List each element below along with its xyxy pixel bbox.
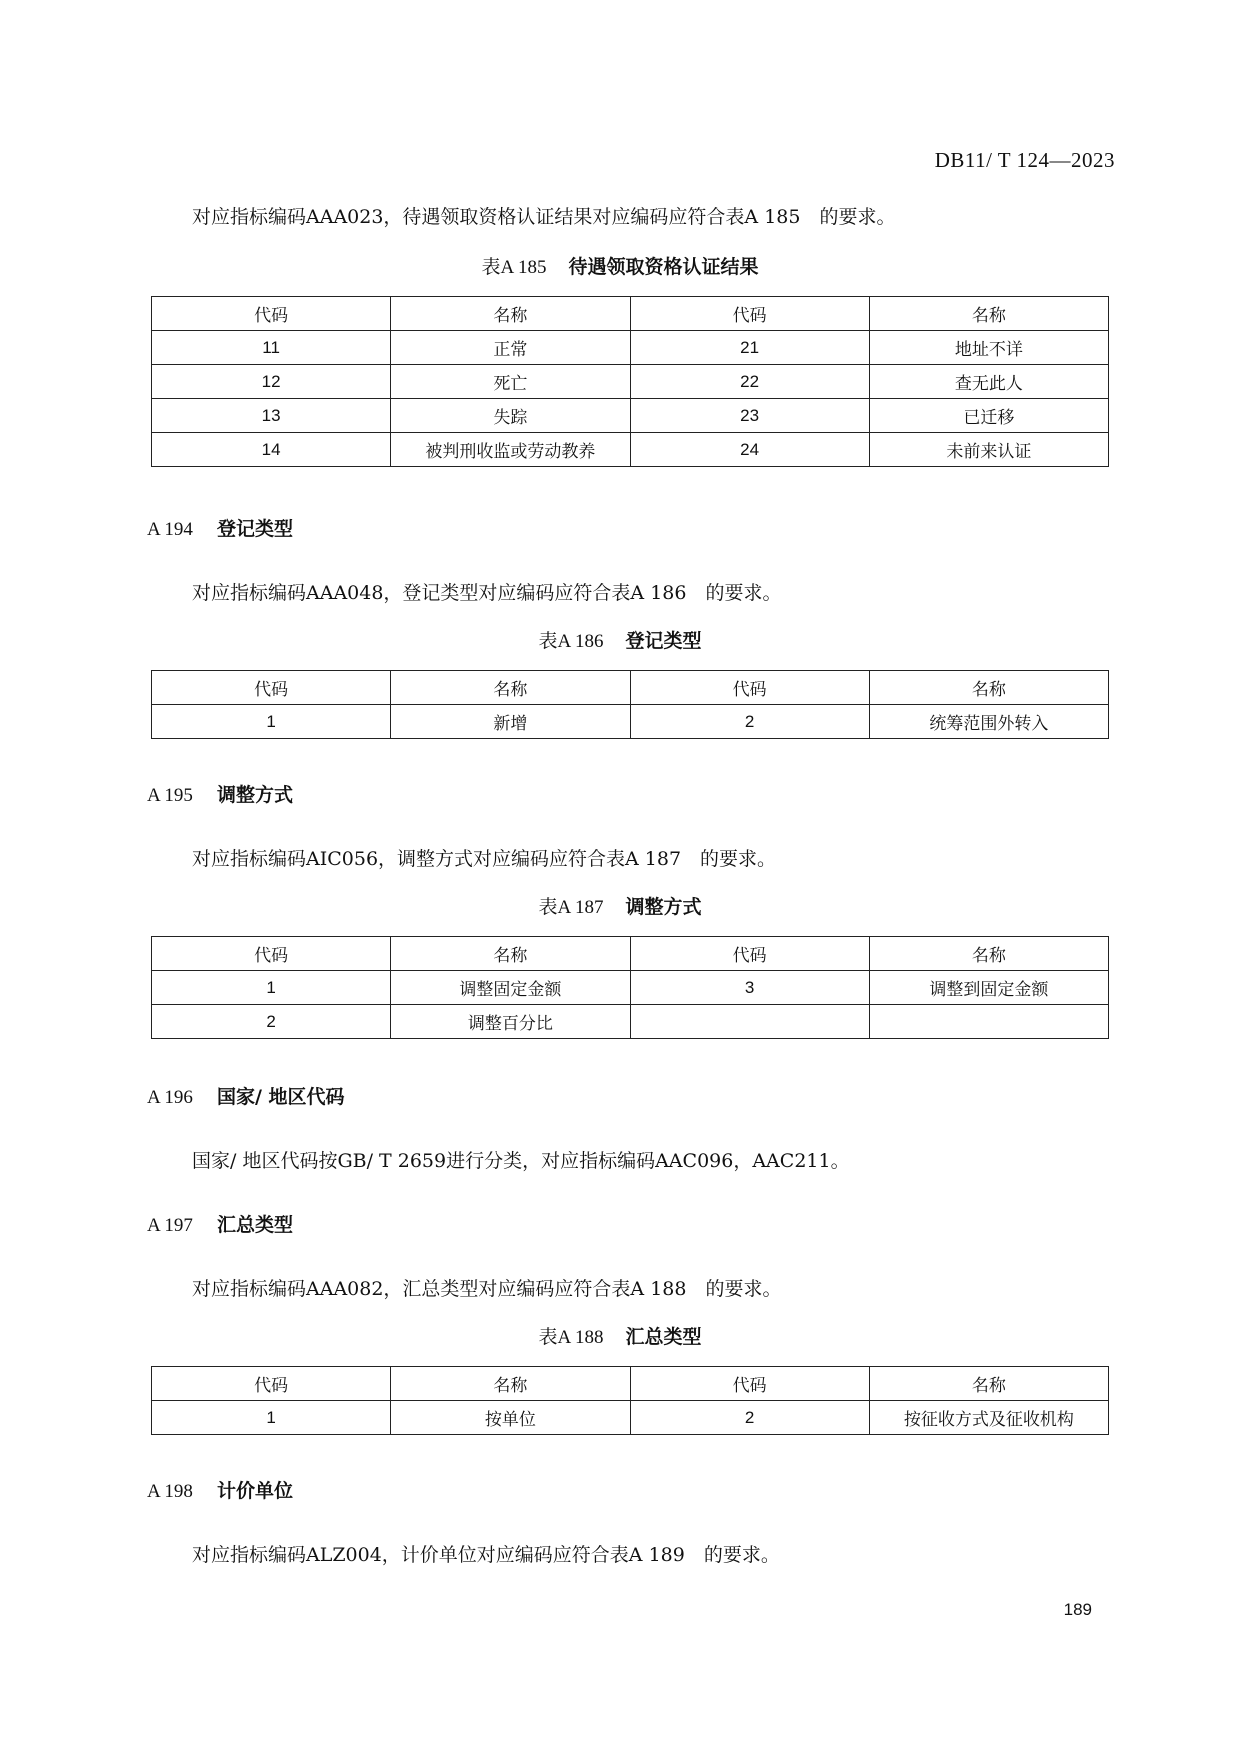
- section-196-heading: [147, 1082, 345, 1109]
- code-cell: [630, 1005, 869, 1039]
- table-187-caption-number: 表A 187: [538, 897, 604, 918]
- name-cell: 死亡: [391, 365, 630, 399]
- code-cell: 12: [152, 365, 391, 399]
- code-cell: 3: [630, 971, 869, 1005]
- section-195-paragraph: 对应指标编码AIC056，调整方式对应编码应符合表A 187 的要求。: [192, 848, 777, 870]
- table-185-caption: [0, 252, 1240, 279]
- section-196-paragraph: 国家/ 地区代码按GB/ T 2659进行分类，对应指标编码AAC096，AAC211。: [192, 1150, 850, 1172]
- section-197-paragraph: 对应指标编码AAA082，汇总类型对应编码应符合表A 188 的要求。: [192, 1278, 782, 1300]
- name-cell: [869, 1005, 1108, 1039]
- header-cell: 名称: [391, 1367, 630, 1401]
- page-number: 189: [1063, 1600, 1092, 1619]
- header-cell: 代码: [630, 937, 869, 971]
- document-code: DB11/ T 124—2023: [934, 148, 1115, 172]
- section-title: 汇总类型: [216, 1214, 293, 1236]
- table-row: [152, 705, 1109, 739]
- header-cell: 代码: [630, 671, 869, 705]
- table-row: [152, 1005, 1109, 1039]
- section-number: A 194: [147, 519, 193, 540]
- table-188-caption-title: 汇总类型: [625, 1326, 702, 1348]
- section-194-heading: [147, 514, 293, 541]
- table-186: [151, 670, 1109, 739]
- table-row: [152, 433, 1109, 467]
- header-cell: 名称: [869, 1367, 1108, 1401]
- code-cell: 1: [152, 1401, 391, 1435]
- code-cell: 2: [630, 705, 869, 739]
- name-cell: 未前来认证: [869, 433, 1108, 467]
- table-188-caption-number: 表A 188: [538, 1327, 604, 1348]
- header-cell: 代码: [630, 1367, 869, 1401]
- intro-paragraph: 对应指标编码AAA023，待遇领取资格认证结果对应编码应符合表A 185 的要求。: [192, 206, 896, 228]
- header-cell: 代码: [152, 671, 391, 705]
- name-cell: 已迁移: [869, 399, 1108, 433]
- section-title: 登记类型: [216, 518, 293, 540]
- name-cell: 统筹范围外转入: [869, 705, 1108, 739]
- section-title: 国家/ 地区代码: [216, 1086, 345, 1108]
- code-cell: 2: [630, 1401, 869, 1435]
- table-188-caption: [0, 1322, 1240, 1349]
- table-186-caption-title: 登记类型: [625, 630, 702, 652]
- header-cell: 名称: [869, 937, 1108, 971]
- name-cell: 地址不详: [869, 331, 1108, 365]
- header-cell: 名称: [869, 671, 1108, 705]
- section-number: A 196: [147, 1087, 193, 1108]
- code-cell: 11: [152, 331, 391, 365]
- name-cell: 按征收方式及征收机构: [869, 1401, 1108, 1435]
- code-cell: 14: [152, 433, 391, 467]
- table-187-caption-title: 调整方式: [625, 896, 702, 918]
- name-cell: 失踪: [391, 399, 630, 433]
- header-cell: 代码: [152, 1367, 391, 1401]
- code-cell: 2: [152, 1005, 391, 1039]
- header-cell: 代码: [630, 297, 869, 331]
- table-186-caption-number: 表A 186: [538, 631, 604, 652]
- section-194-paragraph: 对应指标编码AAA048，登记类型对应编码应符合表A 186 的要求。: [192, 582, 782, 604]
- name-cell: 被判刑收监或劳动教养: [391, 433, 630, 467]
- section-198-heading: [147, 1476, 293, 1503]
- section-title: 调整方式: [216, 784, 293, 806]
- code-cell: 24: [630, 433, 869, 467]
- header-cell: 名称: [391, 671, 630, 705]
- name-cell: 按单位: [391, 1401, 630, 1435]
- section-197-heading: [147, 1210, 293, 1237]
- table-187-caption: [0, 892, 1240, 919]
- section-number: A 198: [147, 1481, 193, 1502]
- table-header-row: [152, 297, 1109, 331]
- section-number: A 195: [147, 785, 193, 806]
- table-header-row: [152, 671, 1109, 705]
- table-header-row: [152, 937, 1109, 971]
- table-185-caption-number: 表A 185: [481, 257, 547, 278]
- section-number: A 197: [147, 1215, 193, 1236]
- code-cell: 1: [152, 971, 391, 1005]
- table-row: [152, 365, 1109, 399]
- table-187: [151, 936, 1109, 1039]
- code-cell: 23: [630, 399, 869, 433]
- section-title: 计价单位: [216, 1480, 293, 1502]
- table-header-row: [152, 1367, 1109, 1401]
- header-cell: 代码: [152, 297, 391, 331]
- table-row: [152, 399, 1109, 433]
- table-186-caption: [0, 626, 1240, 653]
- name-cell: 调整百分比: [391, 1005, 630, 1039]
- header-cell: 名称: [869, 297, 1108, 331]
- name-cell: 正常: [391, 331, 630, 365]
- table-188: [151, 1366, 1109, 1435]
- header-cell: 名称: [391, 937, 630, 971]
- table-row: [152, 1401, 1109, 1435]
- code-cell: 22: [630, 365, 869, 399]
- name-cell: 调整到固定金额: [869, 971, 1108, 1005]
- header-cell: 代码: [152, 937, 391, 971]
- name-cell: 查无此人: [869, 365, 1108, 399]
- name-cell: 新增: [391, 705, 630, 739]
- table-row: [152, 971, 1109, 1005]
- table-row: [152, 331, 1109, 365]
- header-cell: 名称: [391, 297, 630, 331]
- section-198-paragraph: 对应指标编码ALZ004，计价单位对应编码应符合表A 189 的要求。: [192, 1544, 780, 1566]
- code-cell: 13: [152, 399, 391, 433]
- table-185-caption-title: 待遇领取资格认证结果: [568, 256, 759, 278]
- table-185: [151, 296, 1109, 467]
- name-cell: 调整固定金额: [391, 971, 630, 1005]
- section-195-heading: [147, 780, 293, 807]
- code-cell: 21: [630, 331, 869, 365]
- code-cell: 1: [152, 705, 391, 739]
